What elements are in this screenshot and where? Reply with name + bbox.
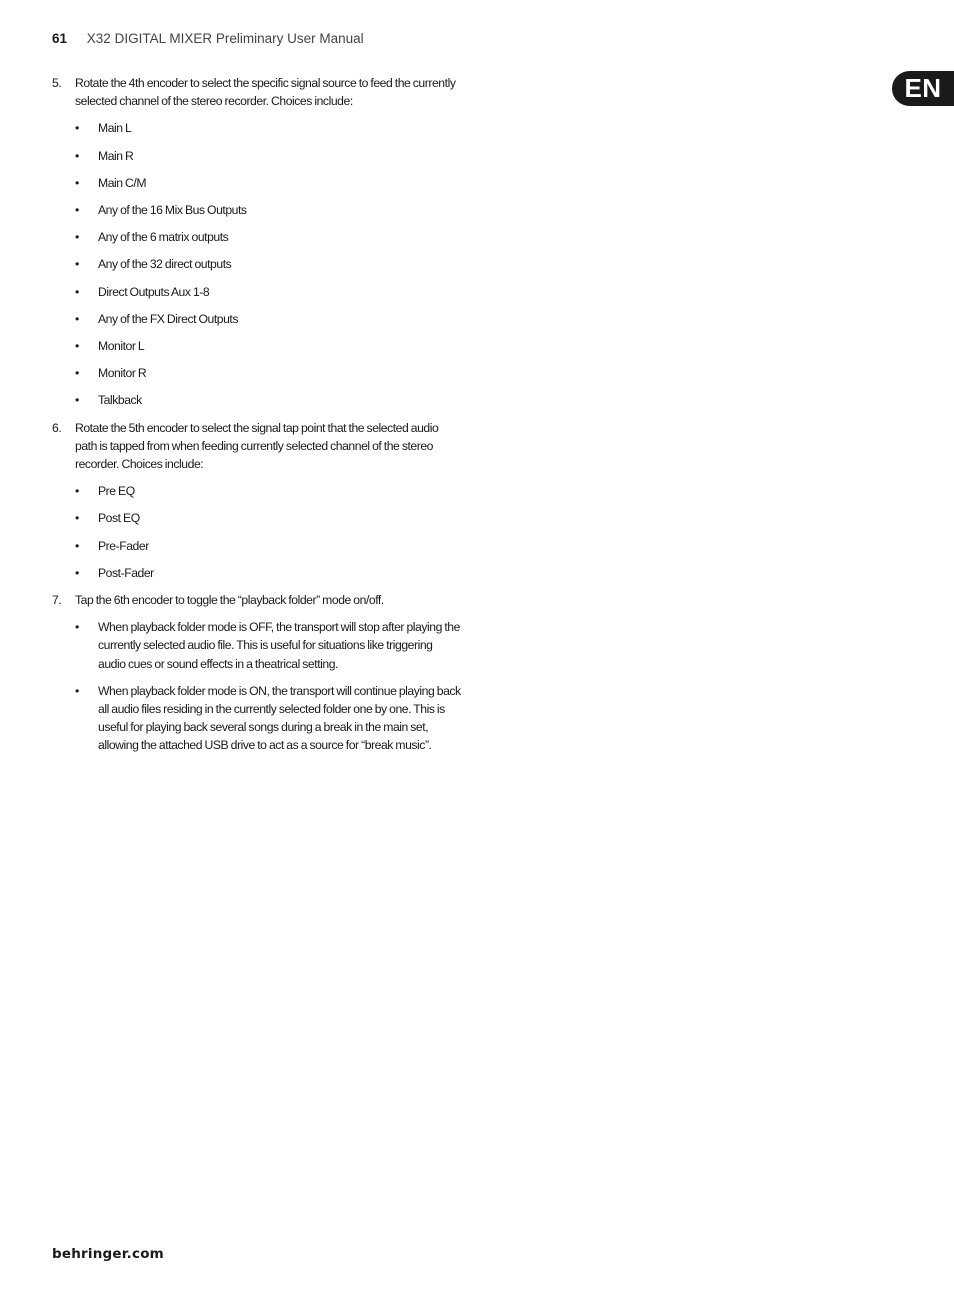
bullet-icon: • (75, 121, 79, 136)
bullet-icon: • (75, 538, 79, 553)
list-item (52, 337, 462, 355)
bullet-icon: • (75, 311, 79, 326)
step-text: Tap the 6th encoder to toggle the “playback folder” mode on/off. (75, 593, 384, 608)
list-item (52, 255, 462, 273)
list-item-text: When playback folder mode is OFF, the transport will stop after playing the currently selected audio file. This is useful for situations like triggering audio cues or sound effects in a theatrical setting. (98, 620, 460, 671)
bullet-icon: • (75, 620, 79, 635)
list-item (52, 119, 462, 137)
manual-title: X32 DIGITAL MIXER Preliminary User Manual (86, 31, 364, 46)
list-item (52, 174, 462, 192)
step-7 (52, 591, 462, 609)
footer-website: behringer.com (52, 1246, 164, 1262)
bullet-icon: • (75, 683, 79, 698)
list-item-text: Main C/M (98, 175, 147, 190)
tap-point-list (52, 482, 462, 582)
playback-folder-list (52, 618, 462, 754)
step-text: Rotate the 4th encoder to select the specific signal source to feed the currently selected channel of the stereo recorder. Choices include: (75, 76, 456, 109)
list-item (52, 537, 462, 555)
step-text: Rotate the 5th encoder to select the signal tap point that the selected audio path is tapped from when feeding currently selected channel of the stereo recorder. Choices include: (75, 420, 439, 472)
list-item-text: Any of the 16 Mix Bus Outputs (98, 203, 247, 218)
list-item-text: Direct Outputs Aux 1-8 (98, 284, 210, 299)
list-item (52, 509, 462, 527)
list-item (52, 310, 462, 328)
bullet-icon: • (75, 339, 79, 354)
list-item-text: Main L (98, 121, 132, 136)
step-5 (52, 74, 462, 110)
list-item-text: Any of the FX Direct Outputs (98, 311, 239, 326)
bullet-icon: • (75, 257, 79, 272)
list-item (52, 201, 462, 219)
bullet-icon: • (75, 230, 79, 245)
step-number: 7. (52, 593, 62, 608)
list-item (52, 147, 462, 165)
list-item-text: Monitor R (98, 366, 147, 381)
step-number: 6. (52, 420, 62, 435)
list-item (52, 364, 462, 382)
bullet-icon: • (75, 393, 79, 408)
list-item-text: When playback folder mode is ON, the transport will continue playing back all audio files residing in the currently selected folder one by one. This is useful for playing back several songs during a break in the main set, allowing the attached USB drive to act as a source for “break music”. (98, 683, 461, 753)
language-tab: EN (892, 71, 954, 106)
bullet-icon: • (75, 511, 79, 526)
list-item (52, 228, 462, 246)
list-item-text: Post-Fader (98, 565, 154, 580)
step-number: 5. (52, 76, 62, 90)
bullet-icon: • (75, 284, 79, 299)
bullet-icon: • (75, 565, 79, 580)
list-item-text: Pre-Fader (98, 538, 149, 553)
list-item (52, 283, 462, 301)
page-header (52, 31, 364, 46)
list-item (52, 682, 462, 755)
list-item-text: Any of the 32 direct outputs (98, 257, 232, 272)
list-item-text: Any of the 6 matrix outputs (98, 230, 229, 245)
signal-source-list (52, 119, 462, 409)
list-item-text: Monitor L (98, 339, 145, 354)
bullet-icon: • (75, 484, 79, 499)
list-item-text: Talkback (98, 393, 142, 408)
step-6 (52, 419, 462, 474)
list-item-text: Pre EQ (98, 484, 135, 499)
list-item (52, 391, 462, 409)
list-item (52, 482, 462, 500)
bullet-icon: • (75, 203, 79, 218)
instructions-content (52, 74, 462, 764)
bullet-icon: • (75, 148, 79, 163)
bullet-icon: • (75, 366, 79, 381)
list-item (52, 618, 462, 673)
list-item-text: Post EQ (98, 511, 140, 526)
bullet-icon: • (75, 175, 79, 190)
list-item (52, 564, 462, 582)
page-number: 61 (52, 31, 68, 46)
list-item-text: Main R (98, 148, 134, 163)
